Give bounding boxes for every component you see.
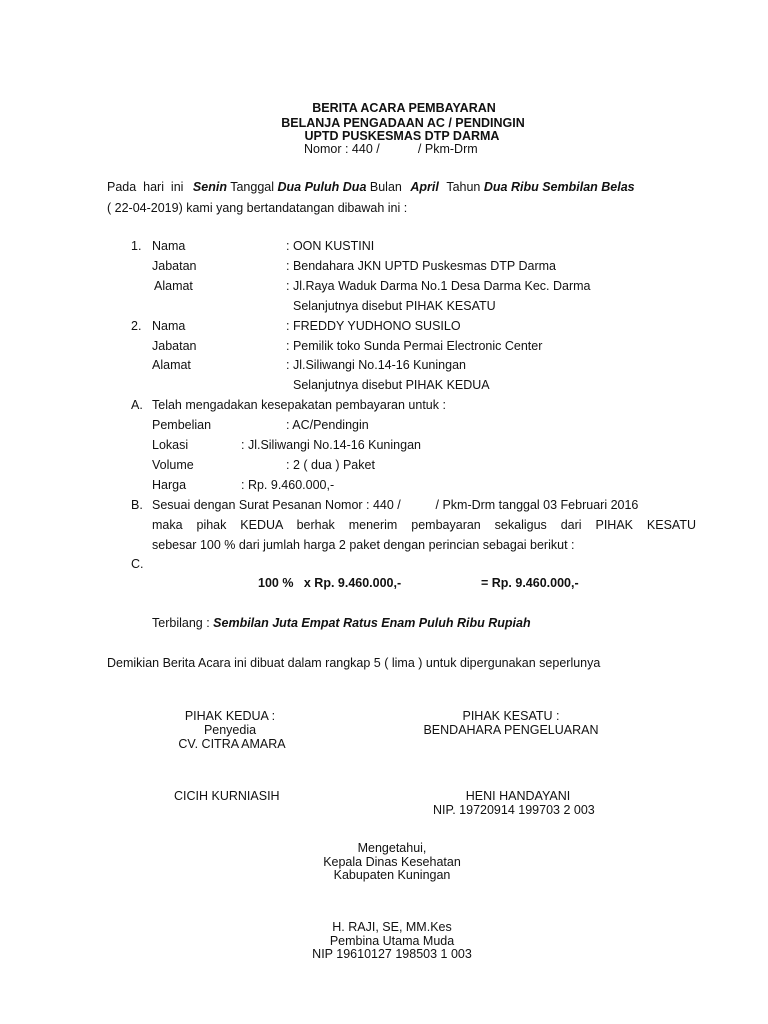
party2-jabatan-value: : Pemilik toko Sunda Permai Electronic Center <box>286 339 543 353</box>
section-b-line-1: Sesuai dengan Surat Pesanan Nomor : 440 / / Pkm-Drm tanggal 03 Februari 2016 <box>152 498 639 512</box>
left-signer-sub: Penyedia <box>203 723 257 737</box>
party2-alamat-value: : Jl.Siliwangi No.14-16 Kuningan <box>286 358 466 372</box>
title-line-1: BERITA ACARA PEMBAYARAN <box>312 101 496 115</box>
volume-value: : 2 ( dua ) Paket <box>286 458 375 472</box>
calc-right: = Rp. 9.460.000,- <box>481 576 579 590</box>
party1-alamat-label: Alamat <box>154 279 193 293</box>
intro-month: April <box>410 180 439 194</box>
bottom-signer-name: H. RAJI, SE, MM.Kes <box>332 920 452 934</box>
party1-nama-label: Nama <box>152 239 186 253</box>
party2-number: 2. <box>131 319 142 333</box>
left-signer-name: CICIH KURNIASIH <box>174 789 280 803</box>
party1-alamat-value: : Jl.Raya Waduk Darma No.1 Desa Darma Kec. Darma <box>286 279 591 293</box>
party1-note: Selanjutnya disebut PIHAK KESATU <box>293 299 496 313</box>
intro-day: Senin <box>192 180 227 194</box>
calc-left: 100 % x Rp. 9.460.000,- <box>258 576 402 590</box>
party2-nama-label: Nama <box>152 319 186 333</box>
section-a-marker: A. <box>131 398 143 412</box>
section-c-marker: C. <box>131 557 144 571</box>
section-b-line-2: maka pihak KEDUA berhak menerim pembayaran sekaligus dari PIHAK KESATU <box>152 518 696 532</box>
intro-pada-hari-ini: Pada hari ini <box>107 180 184 194</box>
right-signer-role: PIHAK KESATU : <box>462 709 560 723</box>
intro-year-words: Dua Ribu Sembilan Belas <box>483 180 635 194</box>
bottom-signer-line-3: Kabupaten Kuningan <box>333 868 451 882</box>
bottom-signer-line-2: Kepala Dinas Kesehatan <box>323 855 461 869</box>
party2-note: Selanjutnya disebut PIHAK KEDUA <box>293 378 490 392</box>
lokasi-value: : Jl.Siliwangi No.14-16 Kuningan <box>241 438 421 452</box>
party1-jabatan-value: : Bendahara JKN UPTD Puskesmas DTP Darma <box>286 259 557 273</box>
pembelian-value: : AC/Pendingin <box>286 418 369 432</box>
section-b-line-3: sebesar 100 % dari jumlah harga 2 paket dengan perincian sebagai berikut : <box>152 538 575 552</box>
party2-nama-value: : FREDDY YUDHONO SUSILO <box>286 319 461 333</box>
bottom-signer-rank: Pembina Utama Muda <box>329 934 455 948</box>
left-signer-role: PIHAK KEDUA : <box>184 709 276 723</box>
intro-bulan: Bulan <box>369 180 402 194</box>
left-signer-company: CV. CITRA AMARA <box>178 737 286 751</box>
intro-tanggal: Tanggal <box>230 180 275 194</box>
bottom-signer-line-1: Mengetahui, <box>357 841 427 855</box>
bottom-signer-nip: NIP 19610127 198503 1 003 <box>312 947 472 961</box>
party2-jabatan-label: Jabatan <box>152 339 197 353</box>
terbilang-label: Terbilang : <box>152 616 210 630</box>
right-signer-name: HENI HANDAYANI <box>465 789 571 803</box>
title-line-2: BELANJA PENGADAAN AC / PENDINGIN <box>281 116 525 130</box>
party1-nama-value: : OON KUSTINI <box>286 239 375 253</box>
document-number: Nomor : 440 / / Pkm-Drm <box>304 142 478 156</box>
lokasi-label: Lokasi <box>152 438 189 452</box>
right-signer-sub: BENDAHARA PENGELUARAN <box>423 723 599 737</box>
intro-line-2: ( 22-04-2019) kami yang bertandatangan dibawah ini : <box>107 201 408 215</box>
closing-statement: Demikian Berita Acara ini dibuat dalam rangkap 5 ( lima ) untuk dipergunakan seperlunya <box>107 656 601 670</box>
pembelian-label: Pembelian <box>152 418 212 432</box>
terbilang-line <box>152 616 531 631</box>
terbilang-value: Sembilan Juta Empat Ratus Enam Puluh Ribu Rupiah <box>213 616 531 630</box>
harga-value: : Rp. 9.460.000,- <box>241 478 335 492</box>
volume-label: Volume <box>152 458 194 472</box>
party1-number: 1. <box>131 239 142 253</box>
party1-jabatan-label: Jabatan <box>152 259 197 273</box>
intro-date-words: Dua Puluh Dua <box>277 180 367 194</box>
party2-alamat-label: Alamat <box>152 358 191 372</box>
right-signer-nip: NIP. 19720914 199703 2 003 <box>433 803 595 817</box>
intro-tahun: Tahun <box>446 180 481 194</box>
section-a-text: Telah mengadakan kesepakatan pembayaran untuk : <box>152 398 446 412</box>
section-b-marker: B. <box>131 498 143 512</box>
intro-line <box>107 180 635 195</box>
harga-label: Harga <box>152 478 187 492</box>
title-line-3: UPTD PUSKESMAS DTP DARMA <box>304 129 500 143</box>
